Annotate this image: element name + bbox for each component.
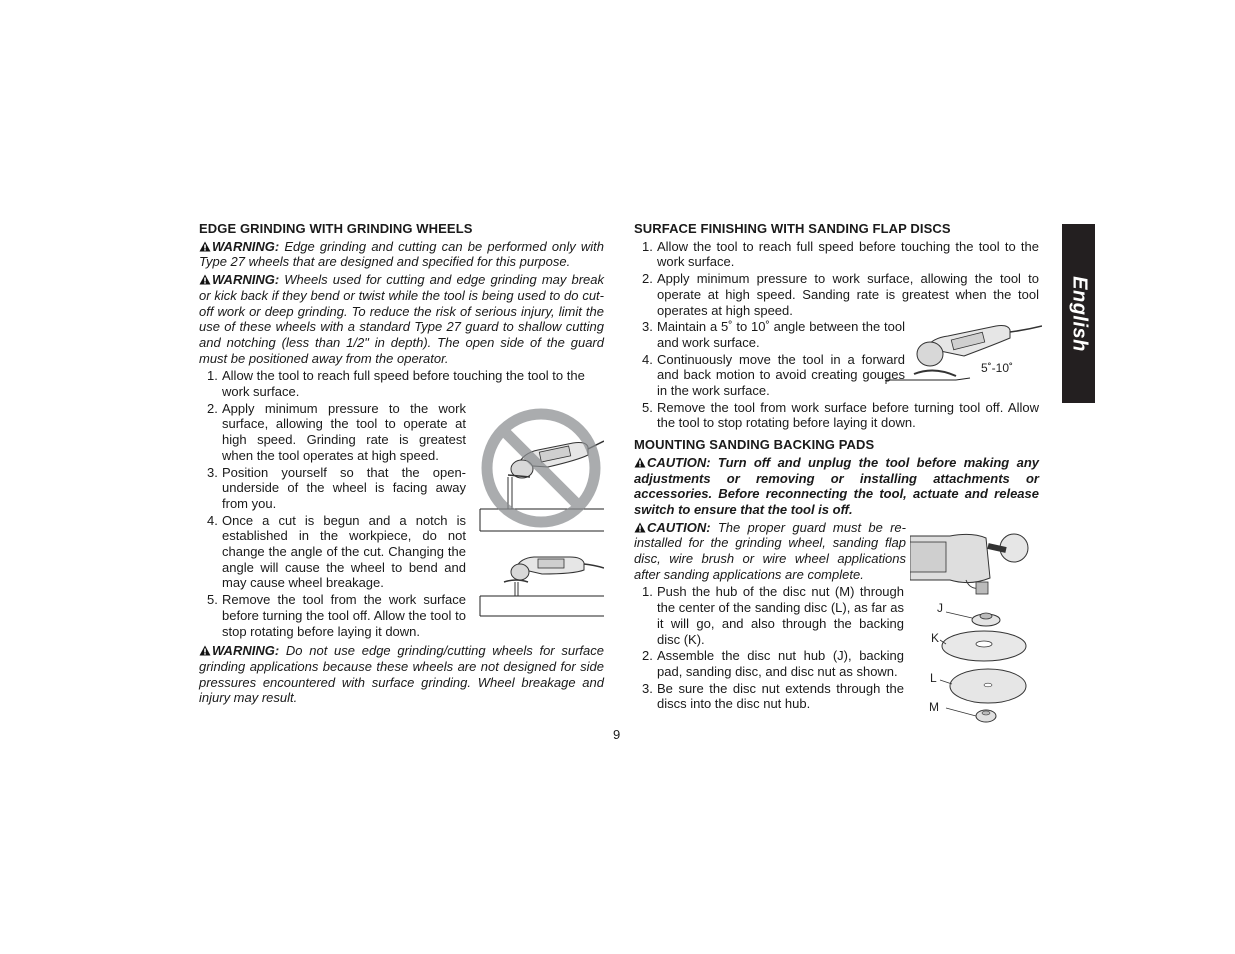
caution-1-label: CAUTION:: [647, 454, 711, 470]
list-item: 1. Allow the tool to reach full speed before touching the tool to the work surface.: [642, 238, 1039, 270]
grinder-icon: [914, 326, 1042, 377]
caution-1: [634, 455, 1039, 518]
warning-1-label: WARNING:: [212, 238, 280, 254]
warning-triangle-icon: [199, 274, 211, 285]
warning-triangle-icon: [199, 241, 211, 252]
language-tab: [1062, 224, 1095, 403]
part-label-m: M: [929, 700, 939, 714]
warning-triangle-icon: [199, 645, 211, 656]
list-item: 1. Allow the tool to reach full speed before touching the tool to the work surface.: [207, 368, 585, 400]
page-number: 9: [613, 727, 621, 742]
part-label-k: K: [931, 631, 940, 645]
mounting-pads-heading: MOUNTING SANDING BACKING PADS: [634, 437, 875, 453]
caution-triangle-icon: [634, 522, 646, 533]
no-symbol-icon: [487, 414, 595, 522]
list-item: 4. Continuously move the tool in a forward and back motion to avoid creating gouges in the work surface.: [642, 351, 905, 399]
prohibited-grinding-illustration: [478, 405, 604, 533]
sanding-disc-l: [940, 669, 1026, 703]
warning-3-label: WARNING:: [212, 643, 280, 659]
grinder-icon: [504, 557, 604, 596]
list-item: 2. Apply minimum pressure to work surface, allowing the tool to operate at high speed. Sanding rate is greatest when the tool operates at high speed.: [642, 271, 1039, 318]
angle-label: 5˚-10˚: [981, 361, 1014, 375]
surface-finishing-heading: SURFACE FINISHING WITH SANDING FLAP DISCS: [634, 221, 951, 236]
grinder-head-icon: [910, 534, 1028, 594]
list-item: 2. Apply minimum pressure to the work surface, allowing the tool to operate at high speed. Grinding rate is greatest when the tool operates at high speed.: [207, 400, 466, 463]
list-item: 3. Position yourself so that the open-underside of the wheel is facing away from you.: [207, 464, 466, 511]
warning-1-text: Edge grinding and cutting can be performed only with Type 27 wheels that are designed and specified for this purpose.: [199, 238, 604, 270]
warning-2-label: WARNING:: [212, 272, 280, 288]
warning-2-text: Wheels used for cutting and edge grinding may break or kick back if they bend or twist while the tool is being used to do cut-off work or deep grinding. To reduce the risk of serious injury, limit the use of these wheels with a standard Type 27 guard to shallow cutting and notching (less than 1/2" in depth). The open side of the guard must be positioned away from the operator.: [199, 272, 604, 366]
edge-grinding-heading: EDGE GRINDING WITH GRINDING WHEELS: [199, 221, 473, 236]
list-item: 5. Remove the tool from work surface before turning tool off. Allow the tool to stop rotating before laying it down.: [642, 399, 1039, 431]
part-label-l: L: [930, 671, 937, 685]
caution-triangle-icon: [634, 457, 646, 468]
caution-1-text: Turn off and unplug the tool before making any adjustments or removing or installing attachments or accessories. Before reconnecting the tool, actuate and release switch to ensure that the tool is off.: [634, 454, 1039, 517]
backing-pad-assembly-illustration: [910, 528, 1034, 728]
backing-pad-k: [940, 631, 1026, 661]
disc-nut-m: [946, 708, 996, 722]
warning-3-text: Do not use edge grinding/cutting wheels for surface grinding applications because these wheels are not designed for side pressures encountered with surface grinding. Wheel breakage and injury may result.: [199, 643, 604, 706]
warning-2: [199, 272, 604, 366]
list-item: 3. Maintain a 5˚ to 10˚ angle between the tool and work surface.: [642, 319, 905, 350]
sanding-angle-illustration: [884, 318, 1042, 386]
caution-2-text: The proper guard must be re-installed for the grinding wheel, sanding flap disc, wire brush or wire wheel applications after sanding applications are complete.: [634, 519, 906, 582]
caution-2: [634, 520, 906, 583]
warning-1: [199, 239, 604, 270]
list-item: 3. Be sure the disc nut extends through the discs into the disc nut hub.: [642, 680, 904, 712]
list-item: 1. Push the hub of the disc nut (M) through the center of the sanding disc (L), as far as it will go, and also through the backing disc (K).: [642, 584, 904, 647]
list-item: 5. Remove the tool from the work surface before turning the tool off. Allow the tool to stop rotating before laying it down.: [207, 592, 466, 639]
edge-grinding-illustration: [478, 548, 604, 618]
list-item: 4. Once a cut is begun and a notch is established in the workpiece, do not change the angle of the cut. Changing the angle will cause the wheel to bend and may cause wheel breakage.: [207, 512, 466, 591]
part-label-j: J: [937, 601, 943, 615]
disc-nut-hub-j: [946, 612, 1000, 626]
language-tab-label: English: [1068, 275, 1090, 352]
warning-3: [199, 643, 604, 706]
list-item: 2. Assemble the disc nut hub (J), backing pad, sanding disc, and disc nut as shown.: [642, 648, 904, 679]
caution-2-label: CAUTION:: [647, 519, 711, 535]
